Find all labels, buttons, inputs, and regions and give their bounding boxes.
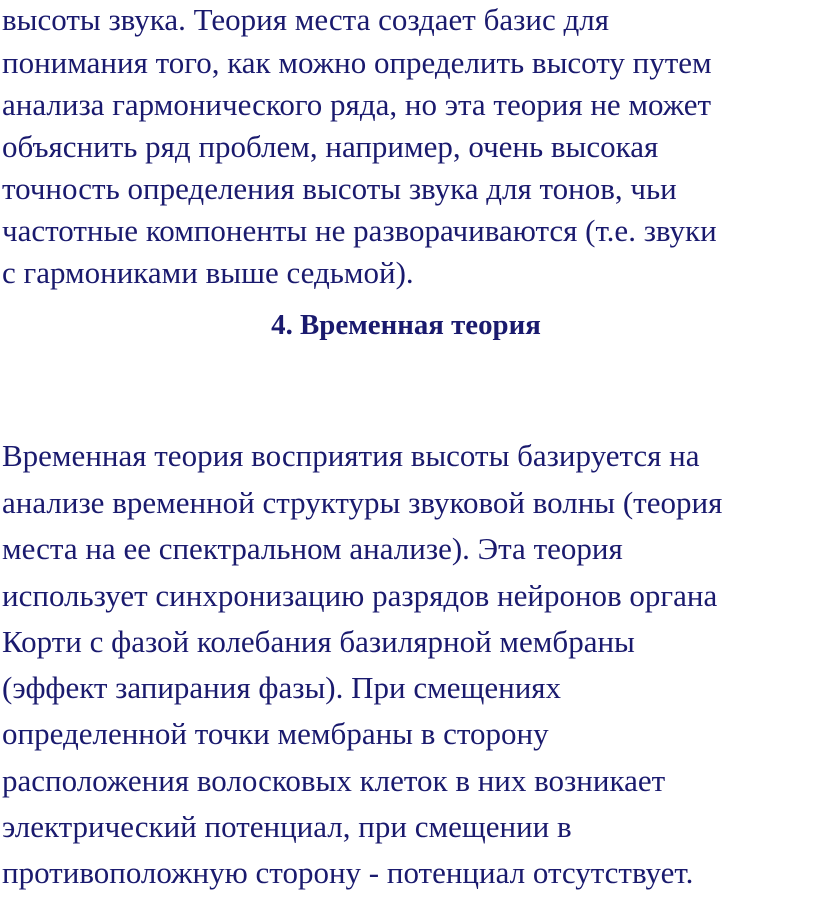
text-line: точность определения высоты звука для тонов, чьи <box>2 171 677 206</box>
text-line: объяснить ряд проблем, например, очень высокая <box>2 129 659 164</box>
section-heading: 4. Временная теория <box>271 309 541 341</box>
text-line: использует синхронизацию разрядов нейронов органа <box>2 578 718 613</box>
text-line: Временная теория восприятия высоты базируется на <box>2 438 700 473</box>
text-line: противоположную сторону - потенциал отсутствует. <box>2 855 694 890</box>
text-line: Корти с фазой колебания базилярной мембраны <box>2 624 635 659</box>
text-line: электрический потенциал, при смещении в <box>2 809 572 844</box>
text-line: анализа гармонического ряда, но эта теория не может <box>2 87 712 122</box>
text-line: с гармониками выше седьмой). <box>2 255 414 290</box>
text-line: определенной точки мембраны в сторону <box>2 716 549 751</box>
text-line: анализе временной структуры звуковой волны (теория <box>2 485 723 520</box>
text-line: расположения волосковых клеток в них возникает <box>2 763 666 798</box>
text-line: высоты звука. Теория места создает базис для <box>2 2 609 37</box>
text-line: частотные компоненты не разворачиваются (т.е. звуки <box>2 213 717 248</box>
text-line: места на ее спектральном анализе). Эта теория <box>2 531 623 566</box>
text-line: понимания того, как можно определить высоту путем <box>2 45 712 80</box>
text-line: (эффект запирания фазы). При смещениях <box>2 670 562 705</box>
